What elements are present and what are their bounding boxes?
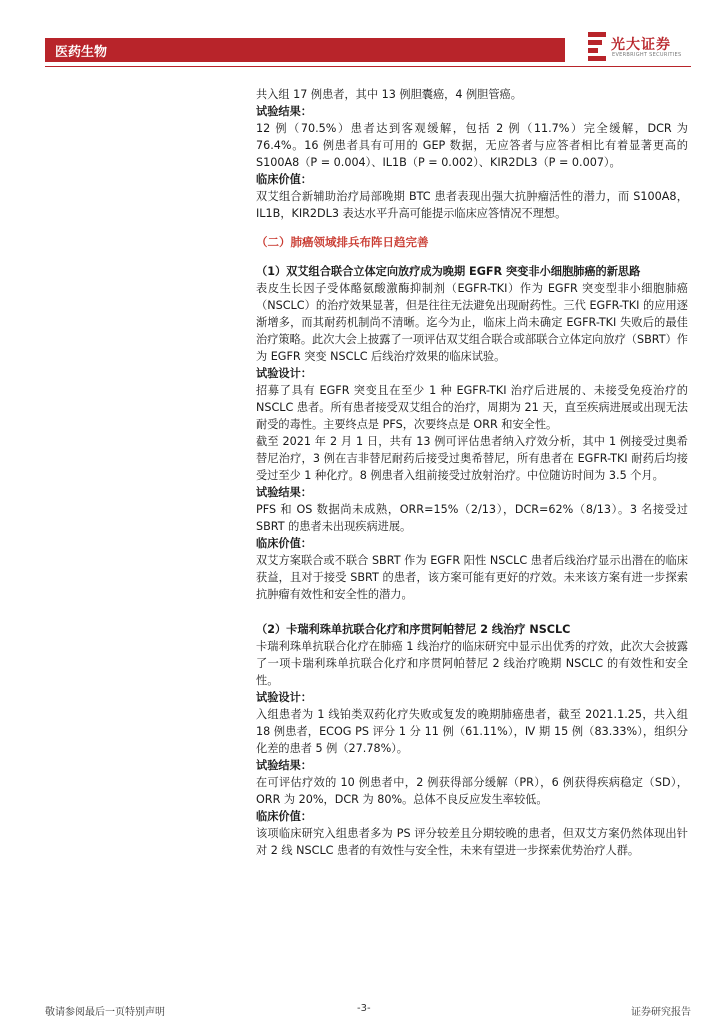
label-clinical-value: 临床价值： bbox=[256, 173, 312, 186]
header-divider bbox=[45, 66, 691, 67]
logo-text-en: EVERBRIGHT SECURITIES bbox=[612, 52, 682, 58]
brand-logo bbox=[580, 30, 690, 66]
report-type: 证券研究报告 bbox=[631, 1007, 691, 1018]
label-trial-design: 试验设计： bbox=[256, 691, 312, 704]
label-trial-results: 试验结果： bbox=[256, 105, 312, 118]
subsection-heading: （2）卡瑞利珠单抗联合化疗和序贯阿帕替尼 2 线治疗 NSCLC bbox=[256, 623, 571, 636]
paragraph: 截至 2021 年 2 月 1 日，共有 13 例可评估患者纳入疗效分析，其中 1 例接受过奥希替尼治疗，3 例在吉非替尼耐药后接受过奥希替尼，所有患者在 EGFR-TKI 耐药后均接受过至少 1 种化疗。8 例患者入组前接受过放射治疗。中位随访时间为 3.5 个月。 bbox=[256, 435, 688, 482]
paragraph: 表皮生长因子受体酪氨酸激酶抑制剂（EGFR-TKI）作为 EGFR 突变型非小细胞肺癌（NSCLC）的治疗效果显著，但是往往无法避免出现耐药性。三代 EGFR-TKI 的应用逐渐增多，而其耐药机制尚不清晰。迄今为止，临床上尚未确定 EGFR-TKI 失败后的最佳治疗策略。此次大会上披露了一项评估双艾组合联合或部联合立体定向放疗（SBRT）作为 EGFR 突变 NSCLC 后线治疗效果的临床试验。 bbox=[256, 282, 688, 363]
section-banner bbox=[45, 38, 565, 62]
logo-mark-icon bbox=[588, 32, 606, 62]
disclaimer-note: 敬请参阅最后一页特别声明 bbox=[45, 1007, 165, 1018]
paragraph: 共入组 17 例患者，其中 13 例胆囊癌，4 例胆管癌。 bbox=[256, 88, 522, 101]
paragraph: PFS 和 OS 数据尚未成熟，ORR=15%（2/13），DCR=62%（8/13）。3 名接受过 SBRT 的患者未出现疾病进展。 bbox=[256, 503, 688, 533]
paragraph: 招募了具有 EGFR 突变且在至少 1 种 EGFR-TKI 治疗后进展的、未接受免疫治疗的 NSCLC 患者。所有患者接受双艾组合的治疗，周期为 21 天，直至疾病进展或出现无法耐受的毒性。主要终点是 PFS，次要终点是 ORR 和安全性。 bbox=[256, 384, 688, 431]
label-clinical-value: 临床价值： bbox=[256, 810, 312, 823]
paragraph: 在可评估疗效的 10 例患者中，2 例获得部分缓解（PR），6 例获得疾病稳定（SD），ORR 为 20%，DCR 为 80%。总体不良反应发生率较低。 bbox=[256, 776, 688, 806]
label-trial-design: 试验设计： bbox=[256, 367, 312, 380]
paragraph: 双艾组合新辅助治疗局部晚期 BTC 患者表现出强大抗肿瘤活性的潜力，而 S100A8，IL1B，KIR2DL3 表达水平升高可能提示临床应答情况不理想。 bbox=[256, 190, 688, 220]
page-number: -3- bbox=[357, 1003, 371, 1014]
report-body bbox=[256, 86, 688, 859]
page-header bbox=[0, 0, 724, 72]
paragraph: 卡瑞利珠单抗联合化疗在肺癌 1 线治疗的临床研究中显示出优秀的疗效，此次大会披露了一项卡瑞利珠单抗联合化疗和序贯阿帕替尼 2 线治疗晚期 NSCLC 的有效性和安全性。 bbox=[256, 640, 688, 687]
section-heading: （二）肺癌领域排兵布阵日趋完善 bbox=[256, 235, 429, 249]
paragraph: 入组患者为 1 线铂类双药化疗失败或复发的晚期肺癌患者，截至 2021.1.25，共入组 18 例患者，ECOG PS 评分 1 分 11 例（61.11%），Ⅳ 期 15 例（83.33%），组织分化差的患者 5 例（27.78%）。 bbox=[256, 708, 688, 755]
paragraph: 双艾方案联合或不联合 SBRT 作为 EGFR 阳性 NSCLC 患者后线治疗显示出潜在的临床获益，且对于接受 SBRT 的患者，该方案可能有更好的疗效。未来该方案有进一步探索抗肿瘤有效性和安全性的潜力。 bbox=[256, 554, 688, 601]
paragraph: 12 例（70.5%）患者达到客观缓解，包括 2 例（11.7%）完全缓解，DCR 为 76.4%。16 例患者具有可用的 GEP 数据，无应答者与应答者相比有着显著更高的 S100A8（P = 0.004）、IL1B（P = 0.002）、KIR2DL3（P = 0.007）。 bbox=[256, 122, 688, 169]
label-clinical-value: 临床价值： bbox=[256, 537, 312, 550]
logo-text-cn: 光大证券 bbox=[611, 37, 671, 53]
label-trial-results: 试验结果： bbox=[256, 486, 312, 499]
paragraph: 该项临床研究入组患者多为 PS 评分较差且分期较晚的患者，但双艾方案仍然体现出针对 2 线 NSCLC 患者的有效性与安全性，未来有望进一步探索优势治疗人群。 bbox=[256, 827, 688, 857]
section-label: 医药生物 bbox=[55, 45, 108, 60]
label-trial-results: 试验结果： bbox=[256, 759, 312, 772]
subsection-heading: （1）双艾组合联合立体定向放疗成为晚期 EGFR 突变非小细胞肺癌的新思路 bbox=[256, 265, 641, 278]
